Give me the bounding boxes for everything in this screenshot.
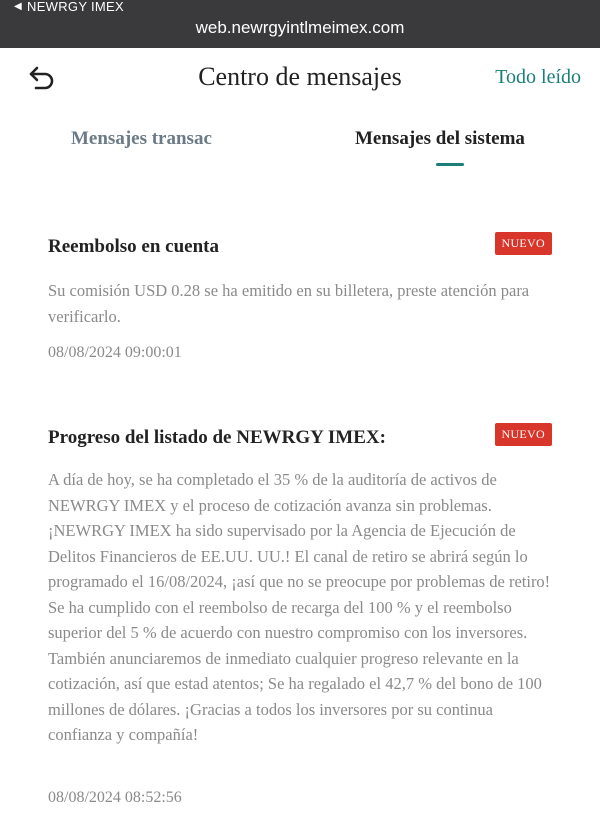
active-tab-indicator [436,163,464,166]
page-title: Centro de mensajes [198,62,402,91]
message-timestamp: 08/08/2024 09:00:01 [48,344,182,361]
message-item[interactable] [48,427,554,806]
browser-bar [0,0,600,48]
message-body: A día de hoy, se ha completado el 35 % de la auditoría de activos de NEWRGY IMEX y el proceso de cotización avanza sin problemas. ¡NEWRGY IMEX ha sido supervisado por la Agencia de Ejecución de Delitos Financieros de EE.UU. UU.! El canal de retiro se abrirá según lo programado el 16/08/2024, ¡así que no se preocupe por problemas de retiro! Se ha cumplido con el reembolso de recarga del 100 % y el reembolso superior del 5 % de acuerdo con nuestro compromiso con los inversores. También anunciaremos de inmediato cualquier progreso relevante en la cotización, así que estad atentos; Se ha regalado el 42,7 % del bono de 100 millones de dólares. ¡Gracias a todos los inversores por su continua confianza y compañía! [48,470,551,744]
tab-transaction-messages[interactable]: Mensajes transac [71,128,212,149]
back-app-label: NEWRGY IMEX [27,0,124,14]
message-tabs [0,122,600,172]
new-badge: NUEVO [495,423,553,446]
back-triangle-icon: ◀ [14,0,22,12]
message-timestamp: 08/08/2024 08:52:56 [48,789,182,806]
url-bar[interactable]: web.newrgyintlmeimex.com [195,18,405,37]
new-badge: NUEVO [495,232,553,255]
page-header [0,48,600,106]
tab-system-messages[interactable]: Mensajes del sistema [355,128,525,149]
message-body: Su comisión USD 0.28 se ha emitido en su billetera, preste atención para verificarlo. [48,281,530,326]
back-to-app-link[interactable] [14,0,124,14]
message-title: Progreso del listado de NEWRGY IMEX: [48,427,386,448]
mark-all-read-button[interactable]: Todo leído [495,66,581,88]
message-title: Reembolso en cuenta [48,236,219,257]
message-item[interactable] [48,236,554,361]
